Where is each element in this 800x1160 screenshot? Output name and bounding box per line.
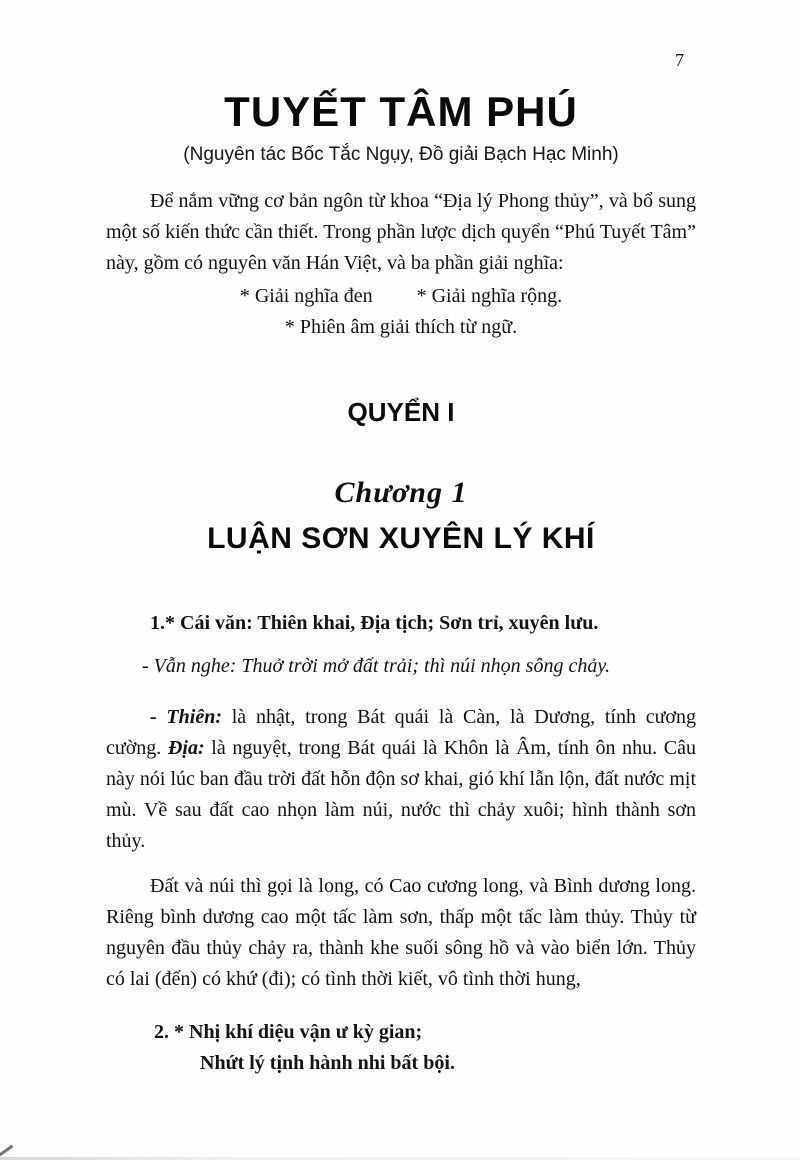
scan-artifact	[0, 1145, 13, 1157]
chapter-title: LUẬN SƠN XUYÊN LÝ KHÍ	[207, 522, 595, 555]
term-dia: Địa:	[167, 737, 205, 759]
text-segment-thien: là nhật, trong Bát quái là Càn, là Dương, tính cương cường.	[106, 706, 697, 759]
verse-2	[106, 1017, 696, 1079]
chapter-label: Chương 1	[334, 476, 468, 509]
intro-paragraph: Để nắm vững cơ bản ngôn từ khoa “Địa lý Phong thủy”, và bổ sung một số kiến thức cần thiết. Trong phần lược dịch quyển “Phú Tuyết Tâm” này, gồm có nguyên văn Hán Việt, và ba phần giải nghĩa:	[106, 190, 696, 274]
paragraph-dat-nui: Đất và núi thì gọi là long, có Cao cương long, và Bình dương long. Riêng bình dương cao một tấc làm sơn, thấp một tấc làm thủy. Thủy từ nguyên đầu thủy chảy ra, thành khe suối sông hồ và vào biển lớn. Thủy có lai (đến) có khứ (đi); có tình thời kiết, vô tình thời hung,	[106, 875, 696, 990]
book-subtitle: (Nguyên tác Bốc Tắc Ngụy, Đồ giải Bạch Hạc Minh)	[183, 144, 619, 165]
verse-2-line-1: 2. * Nhị khí diệu vận ư kỳ gian;	[154, 1021, 423, 1043]
page-number: 7	[675, 50, 684, 70]
paragraph-thien-dia	[106, 702, 696, 857]
text-segment-dia: là nguyệt, trong Bát quái là Khôn là Âm, tính ôn nhu. Câu này nói lúc ban đầu trời đất hỗn độn sơ khai, gió khí lẫn lộn, đất nước mịt mù. Về sau đất cao nhọn làm núi, nước thì chảy xuôi; hình thành sơn thủy.	[106, 737, 697, 852]
bullet-line-1	[106, 281, 696, 312]
bullet-item-rong: * Giải nghĩa rộng.	[416, 285, 563, 307]
term-thien: - Thiên:	[150, 706, 222, 728]
book-heading: QUYỂN I	[347, 397, 455, 427]
bullet-item-den: * Giải nghĩa đen	[239, 285, 373, 307]
verse-1: 1.* Cái văn: Thiên khai, Địa tịch; Sơn trỉ, xuyên lưu.	[150, 612, 599, 634]
book-title: TUYẾT TÂM PHÚ	[224, 88, 578, 135]
bullet-line-2: * Phiên âm giải thích từ ngữ.	[284, 316, 518, 338]
verse-2-line-2: Nhứt lý tịnh hành nhi bất bội.	[200, 1052, 455, 1074]
translation-1: - Vẫn nghe: Thuở trời mở đất trải; thì núi nhọn sông chảy.	[142, 655, 611, 677]
